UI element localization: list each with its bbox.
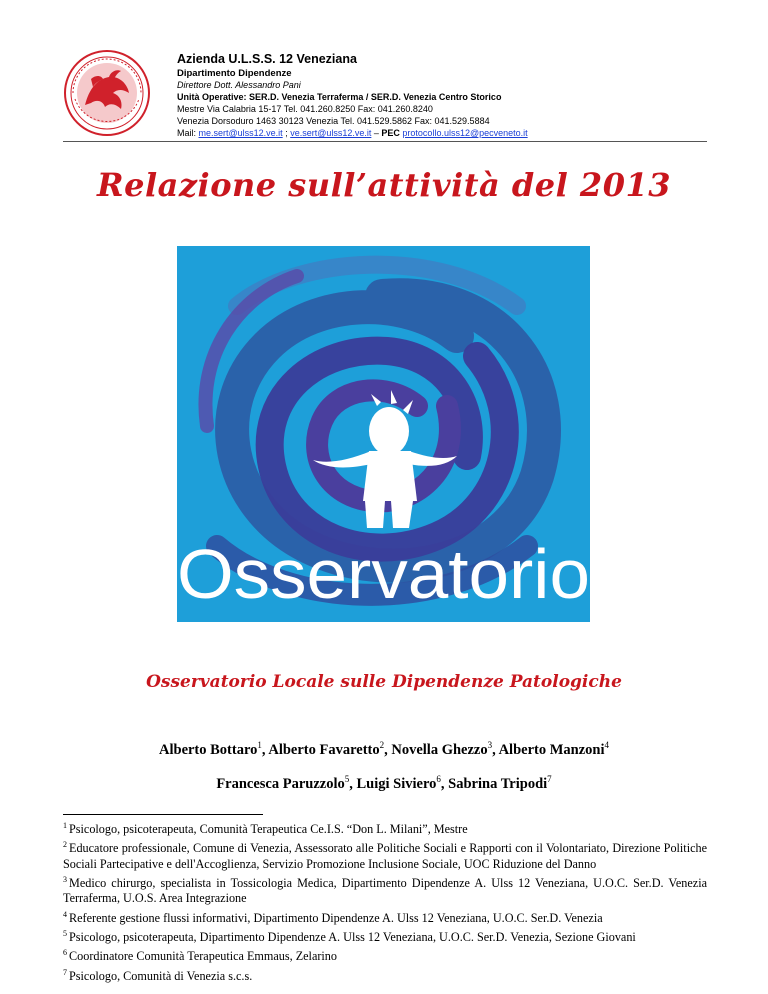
footnote [63,945,707,964]
footnote-text: Psicologo, Comunità di Venezia s.c.s. [69,968,253,983]
document-subtitle: Osservatorio Locale sulle Dipendenze Patologiche [146,672,622,692]
footnote-divider [63,814,263,815]
author-ref: 5 [344,774,350,784]
authors-line-2: Francesca Paruzzolo$^5$, Luigi Siviero$^6$, Sabrina Tripodi$^7$ [216,774,552,792]
director-line: Direttore Dott. Alessandro Pani [177,80,301,90]
footnote [63,818,707,837]
author-name: Alberto Bottaro [159,741,258,758]
department-name: Dipartimento Dipendenze [177,68,292,79]
footnote [63,907,707,926]
footnote-number: 3 [63,875,67,885]
mail-label: Mail: [177,128,199,138]
author-name: Alberto Manzoni [498,741,605,758]
document-title: Relazione sull’attività del 2013 [97,166,671,204]
footnote-number: 7 [63,967,67,977]
footnote-number: 1 [63,821,67,830]
pec-link[interactable]: protocollo.ulss12@pecveneto.it [402,128,528,138]
footnote-text: Coordinatore Comunità Terapeutica Emmaus, Zelarino [69,949,337,964]
author-ref: 1 [257,740,262,750]
footnote-number: 2 [63,840,67,850]
operative-units: Unità Operative: SER.D. Venezia Terraferma / SER.D. Venezia Centro Storico [177,92,502,102]
footnote-text: Referente gestione flussi informativi, Dipartimento Dipendenze A. Ulss 12 Veneziana, U.O.C. Ser.D. Venezia [69,910,603,925]
footnote-text: Psicologo, psicoterapeuta, Dipartimento Dipendenze A. Ulss 12 Veneziana, U.O.C. Ser.D. Venezia, Sezione Giovani [69,930,636,945]
footnote-number: 6 [63,948,67,958]
authors-line-1: Alberto Bottaro$^1$, Alberto Favaretto$^2$, Novella Ghezzo$^3$, Alberto Manzoni$^4$ [159,740,609,758]
footnotes [63,818,707,984]
footnote-text: Psicologo, psicoterapeuta, Comunità Terapeutica Ce.I.S. “Don L. Milani”, Mestre [69,822,468,837]
author-ref: 2 [379,740,385,750]
footnote-number: 5 [63,929,67,939]
address-venezia: Venezia Dorsoduro 1463 30123 Venezia Tel. 041.529.5862 Fax: 041.529.5884 [177,116,490,126]
footnote [63,965,707,984]
author-ref: 6 [436,774,441,784]
author-name: Luigi Siviero [356,775,437,792]
footnote [63,926,707,945]
mail-link-venezia[interactable]: ve.sert@ulss12.ve.it [290,128,372,138]
author-name: Alberto Favaretto [268,741,380,758]
organization-name: Azienda U.L.S.S. 12 Veneziana [177,52,357,66]
mail-line [177,127,528,139]
footnote-text: Medico chirurgo, specialista in Tossicologia Medica, Dipartimento Dipendenze A. Ulss 12 Veneziana, U.O.C. Ser.D. Venezia Terraferma, U.O.S. Area Integrazione [63,876,707,906]
footnote [63,837,707,872]
logo-wordmark: Osservatorio [177,535,590,613]
footnote [63,872,707,907]
mail-link-mestre[interactable]: me.sert@ulss12.ve.it [198,128,283,138]
author-ref: 7 [547,774,552,784]
author-name: Novella Ghezzo [391,741,488,758]
header-divider [63,141,707,142]
footnote-text: Educatore professionale, Comune di Venezia, Assessorato alle Politiche Sociali e Rapporti con il Volontariato, Direzione Politiche Sociali Partecipative e dell'Accoglienza, Servizio Promozione Inclusione Sociale, UOC Riduzione del Danno [63,841,707,871]
address-mestre: Mestre Via Calabria 15-17 Tel. 041.260.8250 Fax: 041.260.8240 [177,104,433,114]
author-name: Francesca Paruzzolo [216,775,345,792]
letterhead [177,52,528,139]
mail-separator: ; [282,128,291,138]
author-ref: 3 [487,740,493,750]
pec-dash: – [371,128,382,138]
osservatorio-logo [177,246,590,622]
author-ref: 4 [604,740,609,750]
ulss-seal-logo [63,49,151,137]
footnote-number: 4 [63,909,67,919]
author-name: Sabrina Tripodi [448,775,548,792]
pec-label: PEC [381,128,400,138]
